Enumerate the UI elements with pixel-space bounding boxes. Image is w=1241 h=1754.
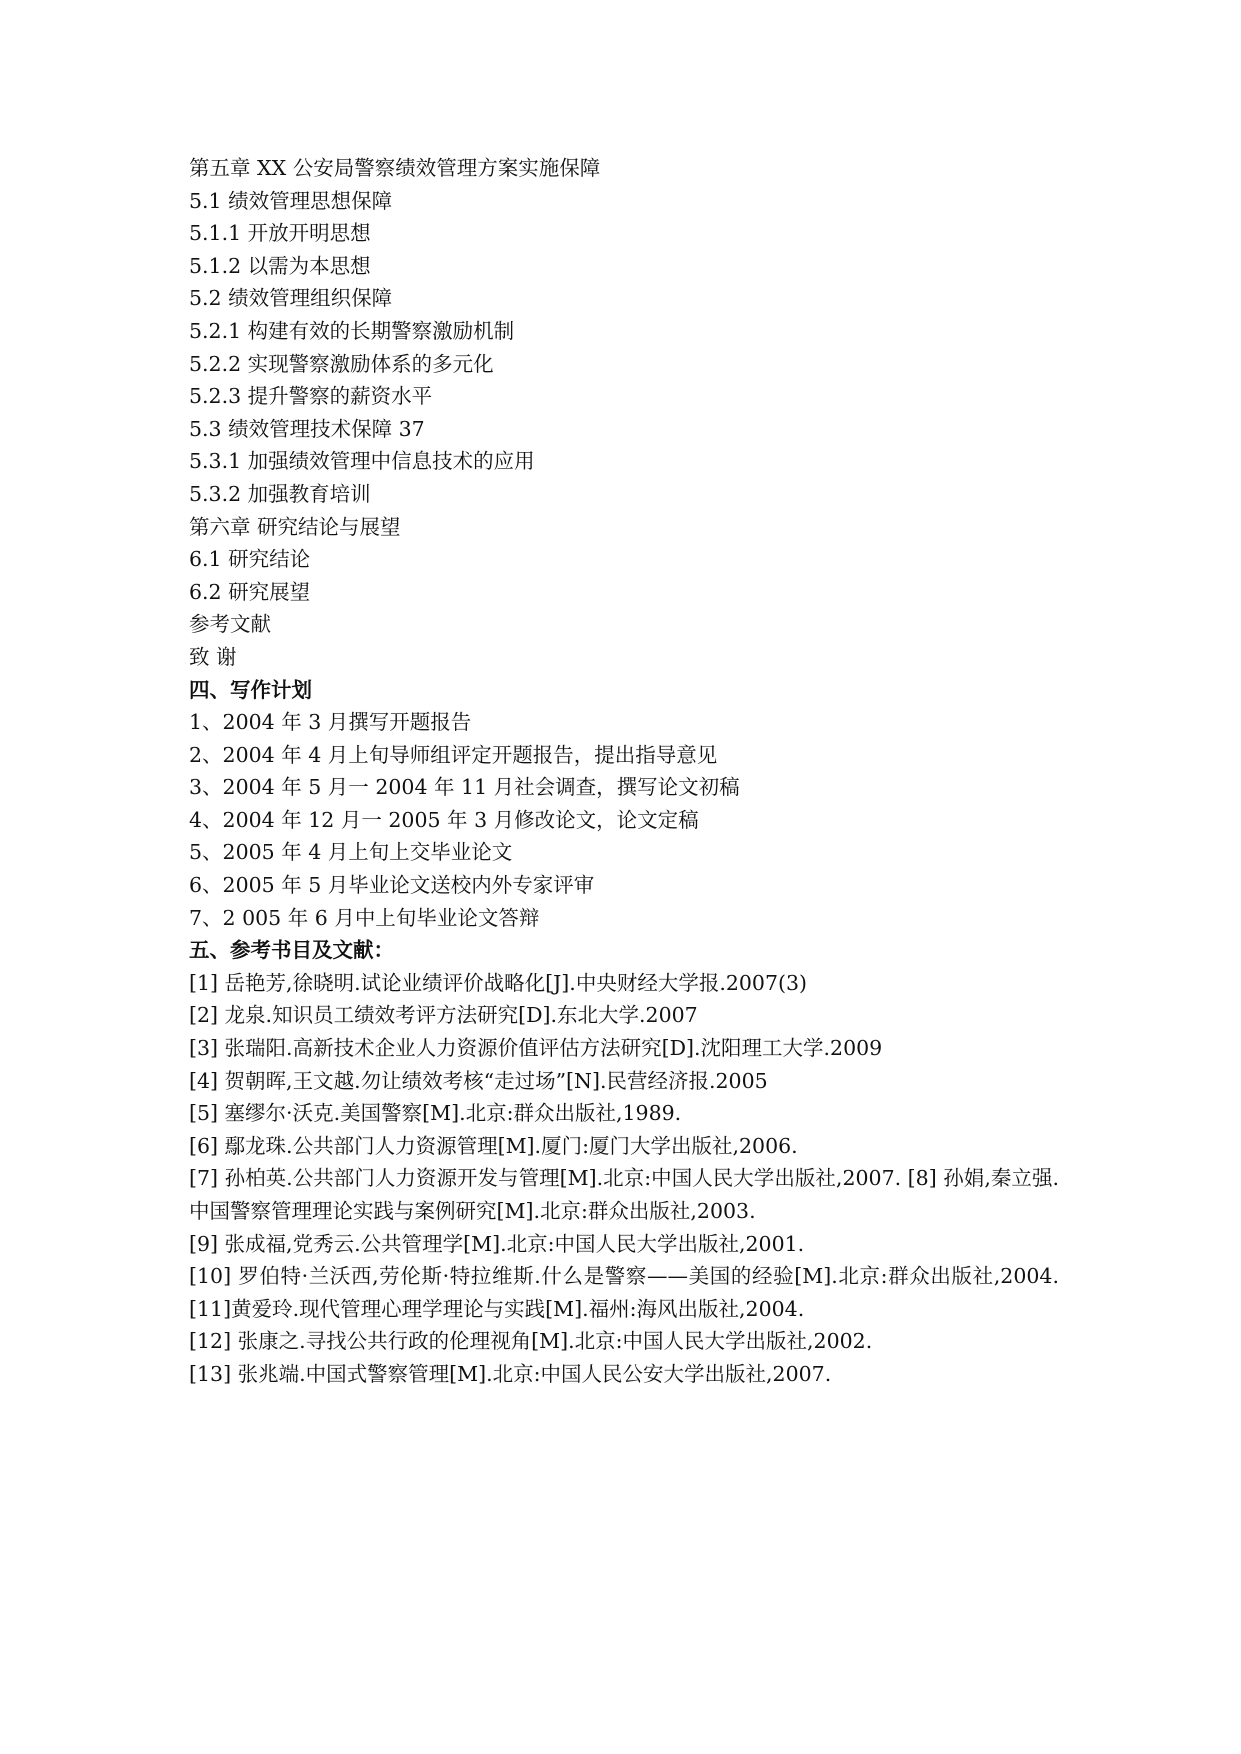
toc-chapter-6: 第六章 研究结论与展望 [189, 514, 401, 539]
toc-item: 5.2.1 构建有效的长期警察激励机制 [189, 318, 515, 343]
references-section [189, 934, 1059, 1390]
writing-plan-section [189, 674, 1059, 935]
toc-item: 6.2 研究展望 [189, 579, 311, 604]
toc-item: 5.3 绩效管理技术保障 37 [189, 416, 425, 441]
reference-item: [5] 塞缪尔·沃克.美国警察[M].北京:群众出版社,1989. [189, 1101, 682, 1126]
toc-item: 5.1.1 开放开明思想 [189, 221, 371, 246]
references-heading: 五、参考书目及文献： [189, 938, 394, 963]
plan-item: 2、2004 年 4 月上旬导师组评定开题报告，提出指导意见 [189, 742, 718, 767]
plan-item: 1、2004 年 3 月撰写开题报告 [189, 710, 472, 735]
reference-item: [7] 孙柏英.公共部门人力资源开发与管理[M].北京:中国人民大学出版社,2007. [8] 孙娟,秦立强.中国警察管理理论实践与案例研究[M].北京:群众出版社,2003. [189, 1166, 1059, 1223]
toc-chapter-5: 第五章 XX 公安局警察绩效管理方案实施保障 [189, 156, 601, 180]
toc-references: 参考文献 [189, 612, 271, 637]
table-of-contents [189, 152, 1059, 674]
plan-item: 6、2005 年 5 月毕业论文送校内外专家评审 [189, 873, 595, 898]
reference-item: [13] 张兆端.中国式警察管理[M].北京:中国人民公安大学出版社,2007. [189, 1361, 832, 1386]
plan-item: 3、2004 年 5 月一 2004 年 11 月社会调查，撰写论文初稿 [189, 775, 740, 800]
reference-item: [3] 张瑞阳.高新技术企业人力资源价值评估方法研究[D].沈阳理工大学.2009 [189, 1036, 883, 1061]
toc-item: 5.2.2 实现警察激励体系的多元化 [189, 351, 494, 376]
writing-plan-heading: 四、写作计划 [189, 677, 312, 702]
reference-item: [1] 岳艳芳,徐晓明.试论业绩评价战略化[J].中央财经大学报.2007(3) [189, 970, 808, 995]
reference-item: [4] 贺朝晖,王文越.勿让绩效考核“走过场”[N].民营经济报.2005 [189, 1068, 768, 1093]
toc-item: 5.2.3 提升警察的薪资水平 [189, 384, 433, 409]
reference-item: [2] 龙泉.知识员工绩效考评方法研究[D].东北大学.2007 [189, 1003, 698, 1028]
plan-item: 4、2004 年 12 月一 2005 年 3 月修改论文，论文定稿 [189, 807, 699, 832]
toc-item: 5.1 绩效管理思想保障 [189, 188, 393, 213]
reference-item: [12] 张康之.寻找公共行政的伦理视角[M].北京:中国人民大学出版社,2002. [189, 1329, 873, 1354]
toc-item: 5.1.2 以需为本思想 [189, 253, 371, 278]
plan-item: 7、2 005 年 6 月中上旬毕业论文答辩 [189, 905, 540, 930]
toc-item: 5.3.2 加强教育培训 [189, 481, 371, 506]
plan-item: 5、2005 年 4 月上旬上交毕业论文 [189, 840, 513, 865]
reference-item: [10] 罗伯特·兰沃西,劳伦斯·特拉维斯.什么是警察——美国的经验[M].北京:群众出版社,2004. [11]黄爱玲.现代管理心理学理论与实践[M].福州:海风出版社,2004. [189, 1264, 1059, 1321]
toc-item: 6.1 研究结论 [189, 547, 311, 572]
reference-item: [6] 鄢龙珠.公共部门人力资源管理[M].厦门:厦门大学出版社,2006. [189, 1133, 798, 1158]
document-body [189, 152, 1059, 1391]
toc-item: 5.2 绩效管理组织保障 [189, 286, 393, 311]
toc-item: 5.3.1 加强绩效管理中信息技术的应用 [189, 449, 535, 474]
reference-item: [9] 张成福,党秀云.公共管理学[M].北京:中国人民大学出版社,2001. [189, 1231, 805, 1256]
toc-acknowledgements: 致 谢 [189, 644, 237, 669]
